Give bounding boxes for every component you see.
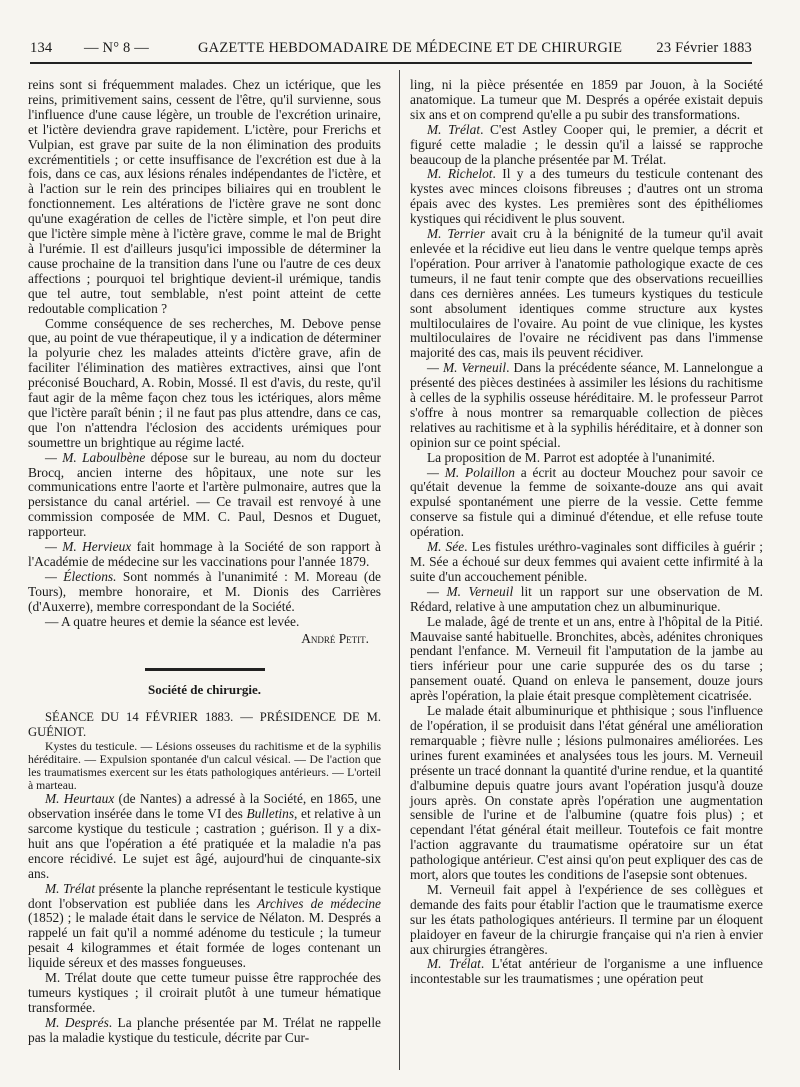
paragraph: — M. Laboulbène dépose sur le bureau, au nom du docteur Brocq, ancien interne des hôpitaux, une note sur les communications entre l'aorte et l'artère pulmonaire, autres que la persistance du canal artériel. — Ce travail est renvoyé à une commission composée de MM. C. Paul, Desnos et Duguet, rapporteur. <box>28 449 381 540</box>
paragraph: — M. Hervieux fait hommage à la Société de son rapport à l'Académie de médecine sur les vaccinations pour l'année 1879. <box>28 539 381 569</box>
column-divider <box>399 70 400 1070</box>
issue-date: 23 Février 1883 <box>656 40 752 56</box>
right-column <box>410 78 763 987</box>
speaker-name: M. Després <box>45 1014 109 1030</box>
paragraph: Comme conséquence de ses recherches, M. Debove pense que, au point de vue thérapeutique, il y a indication de déterminer la polyurie chez les malades atteints d'ictère grave, afin de faciliter l'élimination des matières extractives, ainsi que l'ont préconisé Bouchard, A. Robin, Mossé. Il est d'avis, du reste, qu'il faut agir de la même façon chez tous les ictériques, alors même que l'ictère paraît bénin ; il ne faut pas plus attendre, dans ce cas, que l'on n'attendra l'éclosion des accidents urémiques pour soumettre un brightique au régime lacté. <box>28 315 381 450</box>
speaker-name: M. Heurtaux <box>45 791 115 807</box>
paragraph: M. Trélat. L'état antérieur de l'organisme a une influence incontestable sur les traumatismes ; une opération peut <box>410 956 763 987</box>
speaker-name: — M. Laboulbène <box>45 449 146 465</box>
speaker-name: M. Trélat <box>427 956 481 972</box>
session-summary: Kystes du testicule. — Lésions osseuses du rachitisme et de la syphilis héréditaire. — Expulsion spontanée d'un calcul vésical. — De l'action que les traumatismes exercent sur les états pathologiques antérieurs. — L'orteil à marteau. <box>28 740 381 793</box>
speaker-name: — M. Verneuil <box>427 583 514 599</box>
paragraph: — M. Verneuil. Dans la précédente séance, M. Lannelongue a présenté des pièces destinées à assimiler les lésions du rachitisme à celles de la syphilis osseuse héréditaire. M. le professeur Parrot s'offre à nous montrer sa remarquable collection de pièces relatives au rachitisme et à la syphilis héréditaire, et à donner son opinion sur ce point spécial. <box>410 360 763 450</box>
paragraph: — A quatre heures et demie la séance est levée. <box>45 613 300 629</box>
left-column <box>28 78 381 1046</box>
paragraph: M. Trélat présente la planche représentant le testicule kystique dont l'observation est publiée dans les Archives de médecine (1852) ; le malade était dans le service de Nélaton. M. Després a rappelé un fait qu'il a nommé adénome du testicule ; la tumeur pesait 4 kilogrammes et était formée de loges contenant un liquide séreux et des masses fongueuses. <box>28 880 381 971</box>
paragraph: M. Trélat doute que cette tumeur puisse être rapprochée des tumeurs kystiques ; il croirait plutôt à une tumeur hématique transformée. <box>28 970 381 1015</box>
speaker-name: M. Richelot <box>427 166 493 182</box>
paragraph: — Élections. Sont nommés à l'unanimité : M. Moreau (de Tours), membre honoraire, et M. Dionis des Carrières (d'Auxerre), membre correspondant de la Société. <box>28 568 382 614</box>
paragraph: M. Verneuil fait appel à l'expérience de ses collègues et demande des faits pour établir l'action que le traumatisme exerce sur les états pathologiques antérieurs. Il termine par un éloquent plaidoyer en faveur de la chirurgie française qui n'a rien à envier aux chirurgies étrangères. <box>410 881 763 957</box>
speaker-name: M. Sée <box>427 539 465 555</box>
paragraph: Le malade, âgé de trente et un ans, entre à l'hôpital de la Pitié. Mauvaise santé habituelle. Bronchites, abcès, adénites chroniques pendant l'enfance. M. Verneuil fit l'amputation de la jambe au tiers inférieur pour une carie suppurée des os du tarse ; pansement ouaté. Quand on enleva le pansement, douze jours après l'opération, la plaie était presque complètement cicatrisée. <box>410 613 763 704</box>
paragraph: M. Trélat. C'est Astley Cooper qui, le premier, a décrit et figuré cette maladie ; le dessin qu'il a laissé se rapproche beaucoup de la planche présentée par M. Trélat. <box>410 121 763 167</box>
speaker-name: M. Trélat <box>427 121 481 137</box>
speaker-name: — M. Hervieux <box>45 539 132 555</box>
journal-title: GAZETTE HEBDOMADAIRE DE MÉDECINE ET DE CHIRURGIE <box>198 40 623 56</box>
author-signature: André Petit. <box>301 630 369 646</box>
speaker-name: — M. Polaillon <box>427 464 515 480</box>
paragraph: M. Heurtaux (de Nantes) a adressé à la Société, en 1865, une observation insérée dans le tome VI des Bulletins, et relative à un sarcome kystique du testicule ; castration ; guérison. Il y a dix-huit ans que l'opération a été pratiquée et la maladie n'a pas encore récidivé. Le sujet est âgé, aujourd'hui de cinquante-six ans. <box>28 791 382 881</box>
paragraph: — M. Polaillon a écrit au docteur Mouchez pour savoir ce qu'était devenue la femme de soixante-douze ans qui avait expulsé spontanément une pierre de la vessie. Cette femme conserve sa fistule qui a diminué d'étendue, et elle refuse toute opération. <box>410 464 763 540</box>
paragraph: M. Richelot. Il y a des tumeurs du testicule contenant des kystes avec minces cloisons fibreuses ; d'autres ont un stroma épais avec des kystes. Les premières sont des épithéliomes kystiques qui récidivent le plus souvent. <box>410 166 764 227</box>
speaker-name: — M. Verneuil <box>427 360 507 376</box>
page-number: 134 <box>30 40 53 56</box>
speaker-name: M. Terrier <box>427 226 485 242</box>
running-header <box>30 40 752 64</box>
paragraph: La proposition de M. Parrot est adoptée à l'unanimité. <box>427 449 716 465</box>
issue-number: — N° 8 — <box>84 40 149 56</box>
paragraph: ling, ni la pièce présentée en 1859 par Jouon, à la Société anatomique. La tumeur que M. Després a opérée existait depuis six ans et on comprend qu'elle a pu subir des transformations. <box>410 77 763 122</box>
paragraph: Le malade était albuminurique et phthisique ; sous l'influence de l'opération, il se produisit dans l'état général une amélioration remarquable ; fièvre nulle ; lésions pulmonaires améliorées. Les urines furent examinées et analysées tous les jours. M. Verneuil présente un tracé donnant la quantité d'urine rendue, et la quantité d'albumine depuis quatre jours avant l'opération jusqu'à douze jours après. On constate après l'opération une augmentation sensible de l'urine et de l'albumine (quatre fois plus) ; et cependant l'état général était meilleur. Toutefois ce fait montre l'action aggravante du traumatisme opératoire sur un état pathologique antérieur. C'est ainsi qu'on peut expliquer des cas de mort, alors que toutes les conditions de l'asepsie sont obtenues. <box>410 703 763 883</box>
session-line: SÉANCE DU 14 FÉVRIER 1883. — PRÉSIDENCE DE M. GUÉNIOT. <box>28 710 381 740</box>
paragraph: M. Terrier avait cru à la bénignité de la tumeur qu'il avait enlevée et la récidive eut lieu dans le ventre quelque temps après l'opération. Pour arriver à l'anatomie pathologique exacte de ces tumeurs, il ne faut tenir compte que des observations recueillies dans ces dernières années. Les tumeurs kystiques du testicule sont absolument identiques comme structure aux kystes multiloculaires de l'ovaire. Au point de vue clinique, les kystes multiloculaires de l'ovaire ne récidivent pas dans l'immense majorité des cas, mais ils peuvent récidiver. <box>410 226 763 361</box>
speaker-name: M. Trélat <box>45 880 96 896</box>
paragraph: M. Després. La planche présentée par M. Trélat ne rappelle pas la maladie kystique du testicule, décrite par Cur- <box>28 1014 381 1045</box>
paragraph: — M. Verneuil lit un rapport sur une observation de M. Rédard, relative à une amputation chez un albuminurique. <box>410 583 763 614</box>
section-rule <box>145 668 265 671</box>
speaker-name: — Élections. <box>45 568 117 584</box>
paragraph: reins sont si fréquemment malades. Chez un ictérique, que les reins, primitivement sains, cessent de l'être, qu'il survienne, sous l'influence d'une cause légère, un trouble de l'excrétion urinaire, et l'ictère deviendra grave rapidement. L'ictère, pour Frerichs et Vulpian, est grave par suite de la non élimination des produits excrémentitiels ; or cette insuffisance de l'excrétion est due à la fois, dans ce cas, aux lésions rénales indépendantes de l'ictère, et à l'action sur le rein des principes biliaires qui en troublent le fonctionnement. Les altérations de l'ictère grave ne sont donc qu'une exagération de celles de l'ictère simple, et l'on peut dire que l'ictère simple mène à l'ictère grave, comme le mal de Bright à l'urémie. Il est d'ailleurs jusqu'ici impossible de déterminer la cause prochaine de la transition dans l'une ou l'autre de ces deux affections ; pourquoi tel brightique devient-il urémique, tandis que tel autre, tout semblable, n'est point atteint de cette redoutable complication ? <box>28 77 381 316</box>
paragraph: M. Sée. Les fistules uréthro-vaginales sont difficiles à guérir ; M. Sée a échoué sur deux femmes qui avaient cette infirmité à la suite d'un accouchement pénible. <box>410 539 763 584</box>
section-heading: Société de chirurgie. <box>148 682 261 698</box>
